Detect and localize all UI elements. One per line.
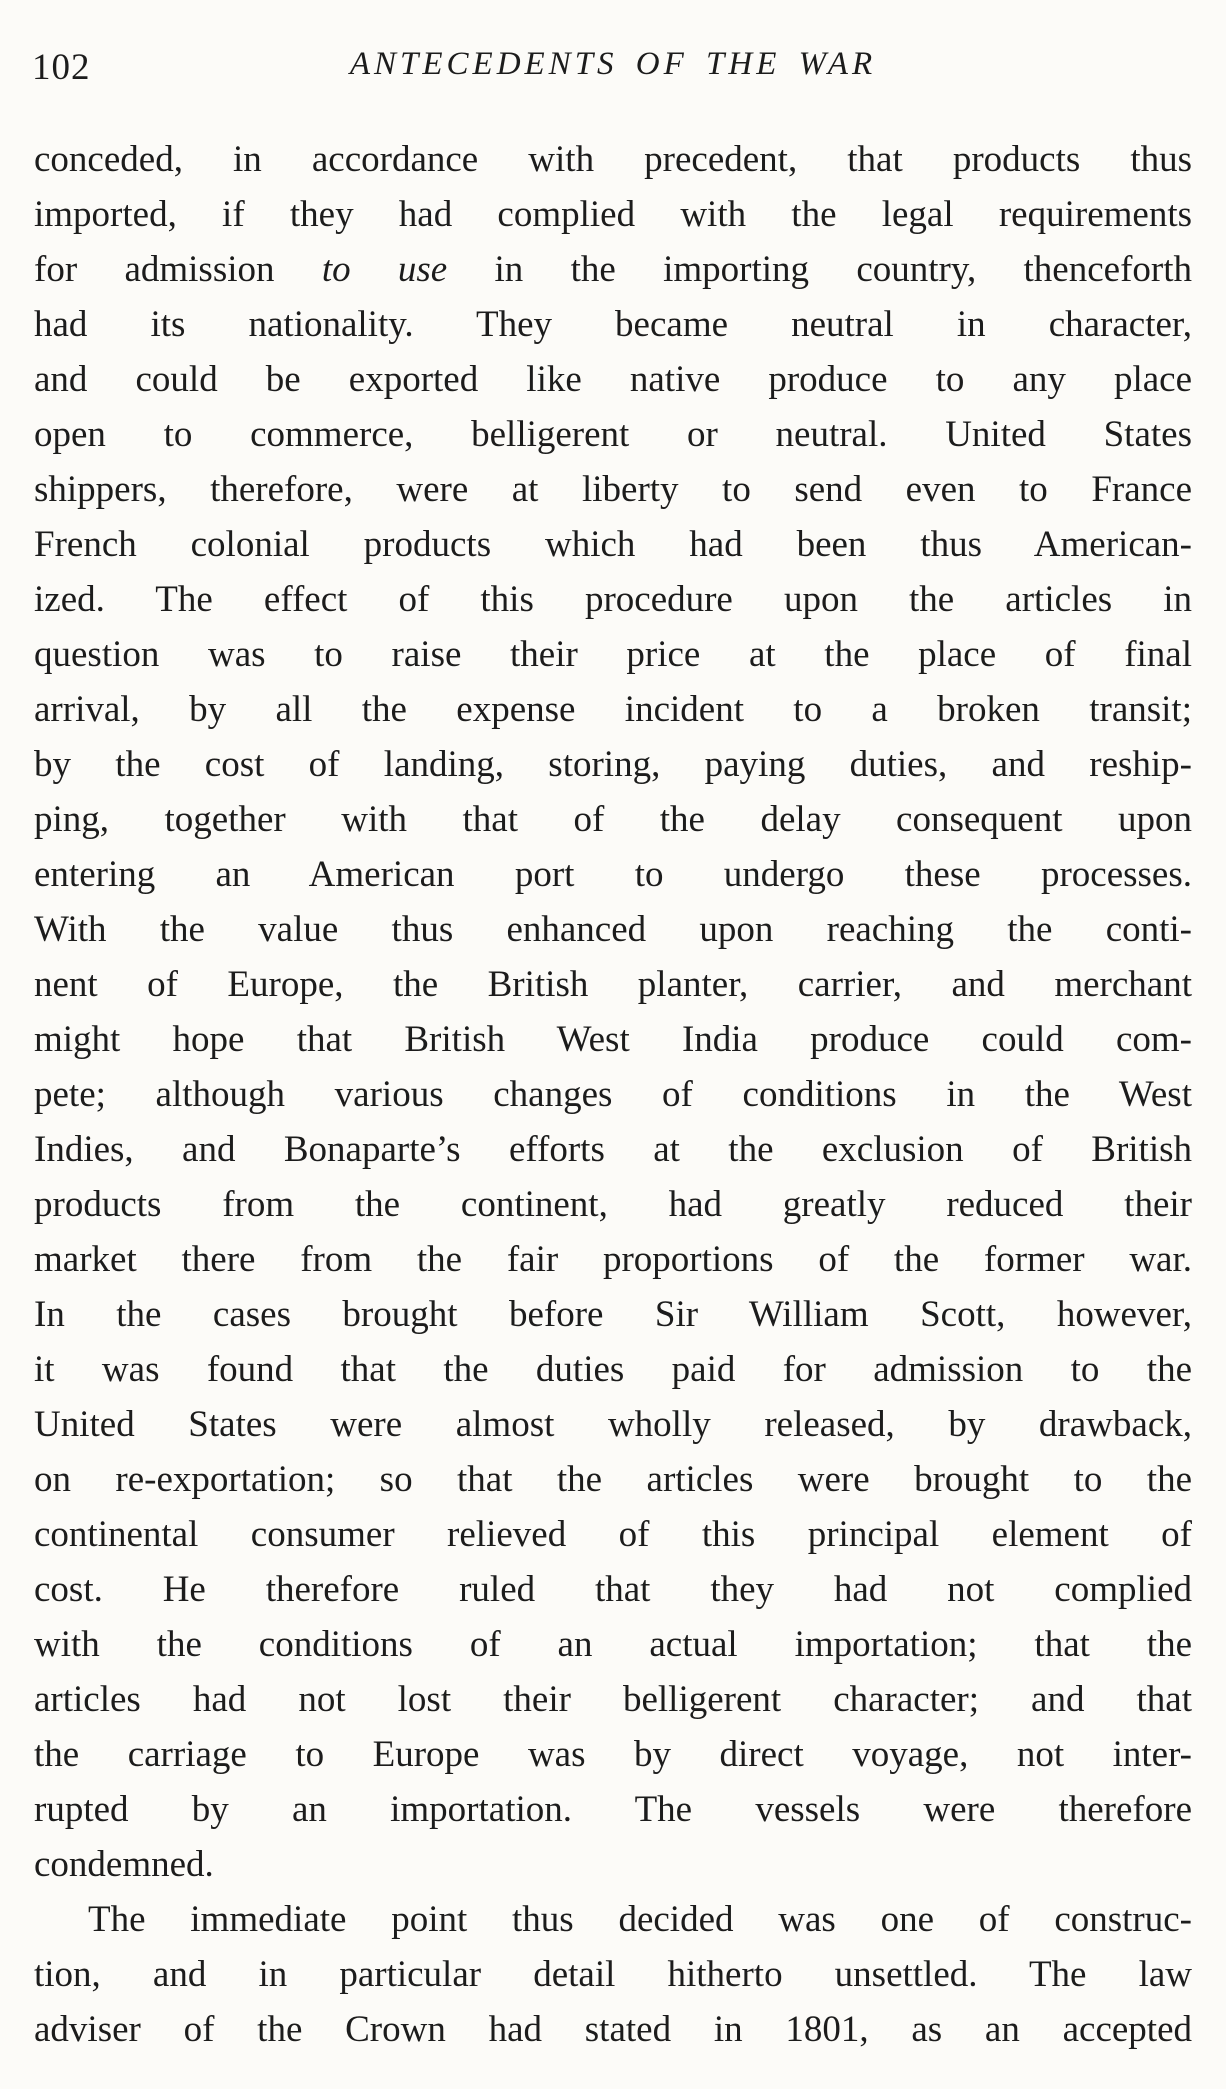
text-segment: on re-exportation; so that the articles were brought to the [34,1459,1192,1500]
text-line [34,1507,1192,1562]
text-segment: had its nationality. They became neutral in character, [34,304,1192,345]
text-line [34,792,1192,847]
text-line [34,1562,1192,1617]
text-segment: conceded, in accordance with precedent, that products thus [34,139,1192,180]
text-segment: ized. The effect of this procedure upon the articles in [34,579,1192,620]
text-segment: continental consumer relieved of this principal element of [34,1514,1192,1555]
text-segment: it was found that the duties paid for admission to the [34,1349,1192,1390]
text-line [34,1067,1192,1122]
text-line [34,1012,1192,1067]
text-segment: rupted by an importation. The vessels were therefore [34,1789,1192,1830]
text-segment: articles had not lost their belligerent character; and that [34,1679,1192,1720]
text-segment: entering an American port to undergo these processes. [34,854,1192,895]
text-line [34,682,1192,737]
page-header [0,46,1226,104]
text-segment: With the value thus enhanced upon reaching the conti- [34,909,1192,950]
text-segment: The immediate point thus decided was one of construc- [88,1899,1192,1940]
text-line [34,737,1192,792]
page-body [34,132,1192,2057]
text-line [34,1177,1192,1232]
text-segment: arrival, by all the expense incident to a broken transit; [34,689,1192,730]
text-segment: imported, if they had complied with the legal requirements [34,194,1192,235]
text-line [34,2002,1192,2057]
text-line [34,187,1192,242]
text-segment: in the importing country, thenceforth [447,249,1192,290]
text-segment: the carriage to Europe was by direct voyage, not inter- [34,1734,1192,1775]
text-segment: Indies, and Bonaparte’s efforts at the exclusion of British [34,1129,1192,1170]
text-segment: pete; although various changes of conditions in the West [34,1074,1192,1115]
text-line [34,242,1192,297]
text-segment: question was to raise their price at the place of final [34,634,1192,675]
text-segment: ping, together with that of the delay consequent upon [34,799,1192,840]
text-line [34,1727,1192,1782]
text-segment: market there from the fair proportions of the former war. [34,1239,1192,1280]
text-line [34,352,1192,407]
text-line [34,1232,1192,1287]
text-line [34,462,1192,517]
text-segment: cost. He therefore ruled that they had not complied [34,1569,1192,1610]
text-line [34,1122,1192,1177]
text-line [34,1617,1192,1672]
text-line [34,1892,1192,1947]
italic-text: to use [321,249,448,290]
text-line [34,572,1192,627]
text-segment: shippers, therefore, were at liberty to send even to France [34,469,1192,510]
text-line [34,1672,1192,1727]
page-number: 102 [32,47,91,88]
text-segment: open to commerce, belligerent or neutral. United States [34,414,1192,455]
text-line [34,1342,1192,1397]
text-segment: In the cases brought before Sir William Scott, however, [34,1294,1192,1335]
text-line [34,847,1192,902]
text-segment: United States were almost wholly released, by drawback, [34,1404,1192,1445]
text-segment: and could be exported like native produce to any place [34,359,1192,400]
text-segment: tion, and in particular detail hitherto unsettled. The law [34,1954,1192,1995]
text-line [34,957,1192,1012]
text-line [34,1837,1192,1892]
text-segment: nent of Europe, the British planter, carrier, and merchant [34,964,1192,1005]
text-line [34,132,1192,187]
text-line [34,517,1192,572]
text-segment: with the conditions of an actual importation; that the [34,1624,1192,1665]
text-line [34,1452,1192,1507]
text-segment: French colonial products which had been thus American- [34,524,1192,565]
text-line [34,407,1192,462]
text-line [34,1947,1192,2002]
text-line [34,902,1192,957]
text-segment: for admission [34,249,322,290]
text-line [34,297,1192,352]
text-line [34,627,1192,682]
text-segment: adviser of the Crown had stated in 1801, as an accepted [34,2009,1192,2050]
text-segment: by the cost of landing, storing, paying duties, and reship- [34,744,1192,785]
text-segment: condemned. [34,1844,214,1885]
text-segment: products from the continent, had greatly reduced their [34,1184,1192,1225]
text-line [34,1782,1192,1837]
text-line [34,1397,1192,1452]
text-segment: might hope that British West India produce could com- [34,1019,1192,1060]
text-line [34,1287,1192,1342]
running-title: ANTECEDENTS OF THE WAR [349,46,877,82]
